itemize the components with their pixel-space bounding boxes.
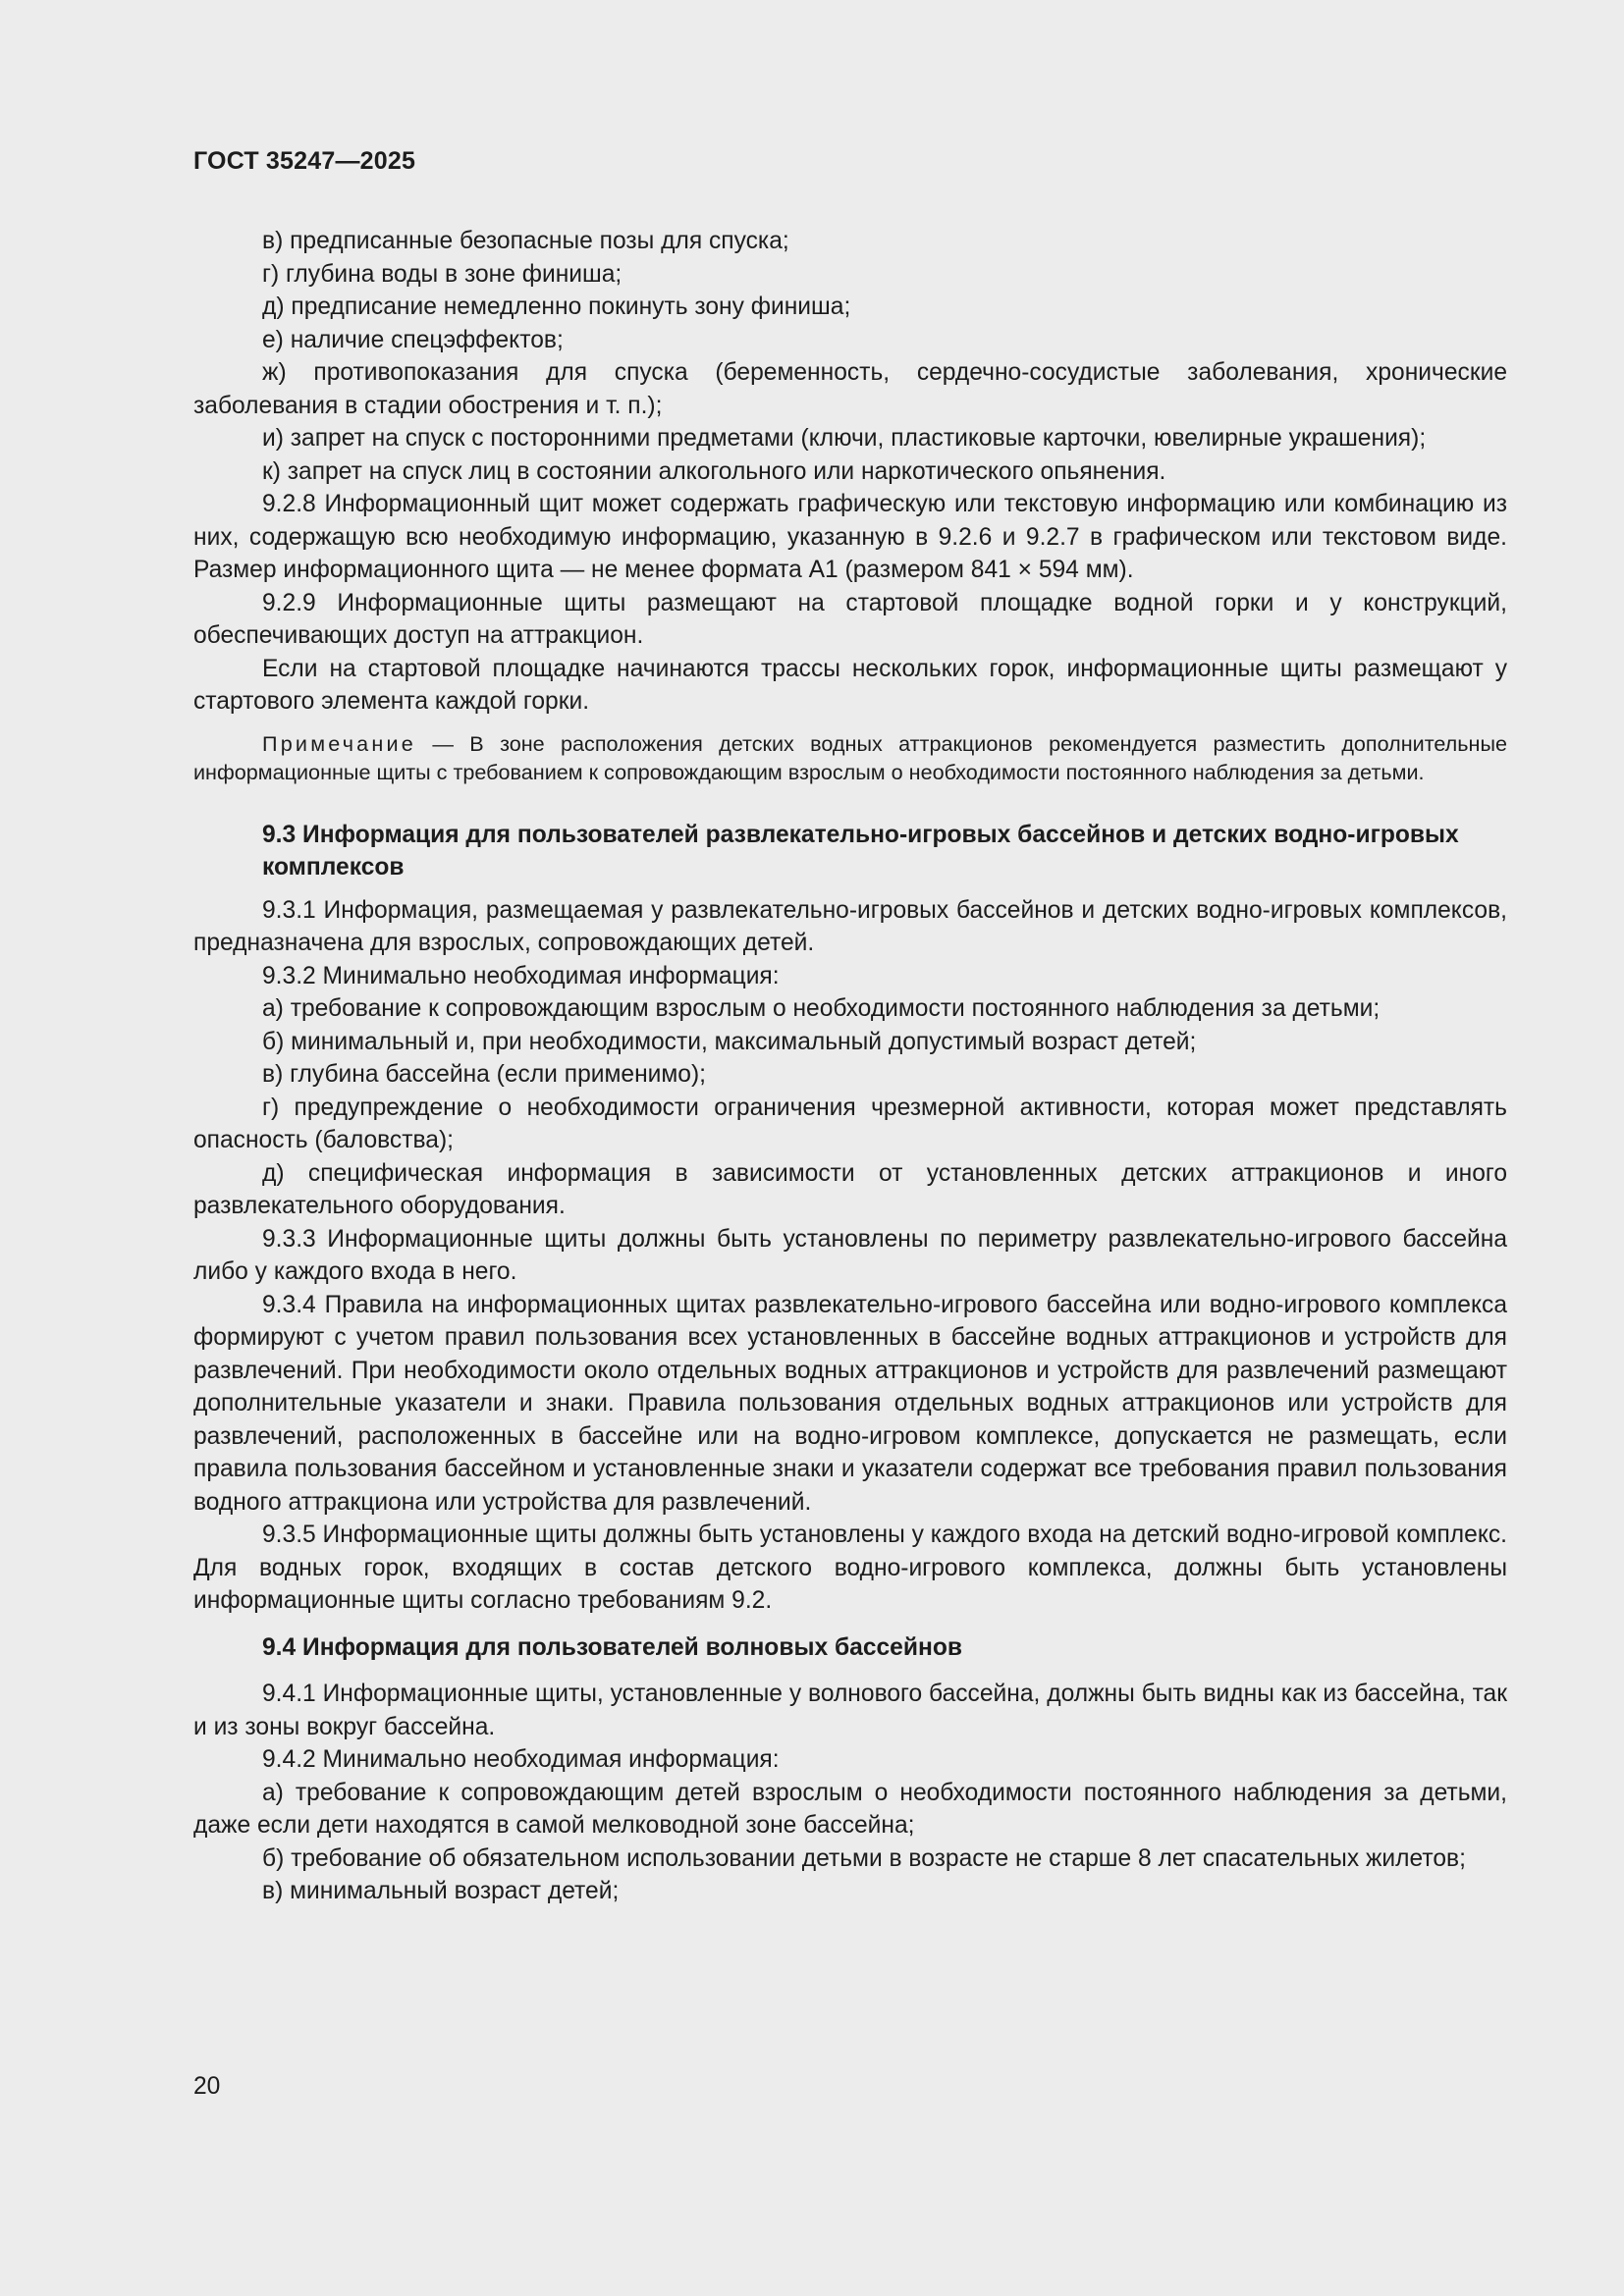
clause-9-3-2: 9.3.2 Минимально необходимая информация:: [262, 962, 780, 989]
clause-9-2-9-continued: Если на стартовой площадке начинаются трассы нескольких горок, информационные щиты размещают у стартового элемента каждой горки.: [193, 655, 1507, 715]
list-item-b: б) требование об обязательном использовании детьми в возрасте не старше 8 лет спасательных жилетов;: [262, 1844, 1466, 1872]
clause-9-3-5: 9.3.5 Информационные щиты должны быть установлены у каждого входа на детский водно-игровой комплекс. Для водных горок, входящих в состав детского водно-игрового комплекса, должны быть установлены информационные щиты согласно требованиям 9.2.: [193, 1522, 1507, 1614]
document-body: [193, 225, 1507, 1908]
note: [193, 729, 1507, 786]
note-text: — В зоне расположения детских водных аттракционов рекомендуется разместить дополнительные информационные щиты с требованием к сопровождающим взрослым о необходимости постоянного наблюдения за детьми.: [193, 730, 1507, 784]
list-item-v: в) предписанные безопасные позы для спуска;: [262, 228, 789, 254]
section-heading-9-3: 9.3 Информация для пользователей развлекательно-игровых бассейнов и детских водно-игровых комплексов: [262, 821, 1459, 881]
list-item-a: а) требование к сопровождающим детей взрослым о необходимости постоянного наблюдения за детьми, даже если дети находятся в самой мелководной зоне бассейна;: [193, 1779, 1507, 1839]
list-item-d: д) предписание немедленно покинуть зону финиша;: [262, 294, 851, 320]
clause-9-2-8: 9.2.8 Информационный щит может содержать графическую или текстовую информацию или комбинацию из них, содержащую всю необходимую информацию, указанную в 9.2.6 и 9.2.7 в графическом или текстовом виде. Размер информационного щита — не менее формата А1 (размером 841 × 594 мм).: [193, 491, 1507, 583]
page-number: 20: [193, 2073, 221, 2100]
document-header: ГОСТ 35247—2025: [193, 147, 416, 175]
list-item-k: к) запрет на спуск лиц в состоянии алкогольного или наркотического опьянения.: [262, 457, 1166, 485]
list-item-e: е) наличие спецэффектов;: [262, 326, 564, 353]
note-label: Примечание: [262, 730, 416, 756]
list-item-v: в) минимальный возраст детей;: [262, 1878, 620, 1904]
clause-9-3-1: 9.3.1 Информация, размещаемая у развлекательно-игровых бассейнов и детских водно-игровых комплексов, предназначена для взрослых, сопровождающих детей.: [193, 896, 1507, 956]
list-item-a: а) требование к сопровождающим взрослым о необходимости постоянного наблюдения за детьми;: [262, 995, 1380, 1022]
clause-9-3-4: 9.3.4 Правила на информационных щитах развлекательно-игрового бассейна или водно-игрового комплекса формируют с учетом правил пользования всех установленных в бассейне водных аттракционов и устройств для развлечений. При необходимости около отдельных водных аттракционов и устройств для развлечений размещают дополнительные указатели и знаки. Правила пользования отдельных водных аттракционов или устройств для развлечений, расположенных в бассейне или на водно-игровом комплексе, допускается не размещать, если правила пользования бассейном и установленные знаки и указатели содержат все требования правил пользования водного аттракциона или устройства для развлечений.: [193, 1291, 1507, 1516]
list-item-v: в) глубина бассейна (если применимо);: [262, 1061, 706, 1088]
list-item-i: и) запрет на спуск с посторонними предметами (ключи, пластиковые карточки, ювелирные украшения);: [262, 425, 1427, 452]
clause-9-4-2: 9.4.2 Минимально необходимая информация:: [262, 1746, 780, 1773]
list-item-g: г) предупреждение о необходимости ограничения чрезмерной активности, которая может представлять опасность (баловства);: [193, 1094, 1507, 1153]
list-item-b: б) минимальный и, при необходимости, максимальный допустимый возраст детей;: [262, 1028, 1197, 1055]
clause-9-4-1: 9.4.1 Информационные щиты, установленные у волнового бассейна, должны быть видны как из бассейна, так и из зоны вокруг бассейна.: [193, 1681, 1507, 1740]
list-item-g: г) глубина воды в зоне финиша;: [262, 260, 623, 288]
section-heading-9-4: 9.4 Информация для пользователей волновых бассейнов: [262, 1633, 962, 1661]
list-item-zh: ж) противопоказания для спуска (беременность, сердечно-сосудистые заболевания, хронические заболевания в стадии обострения и т. п.);: [193, 359, 1507, 419]
list-item-d: д) специфическая информация в зависимости от установленных детских аттракционов и иного развлекательного оборудования.: [193, 1159, 1507, 1219]
clause-9-3-3: 9.3.3 Информационные щиты должны быть установлены по периметру развлекательно-игрового бассейна либо у каждого входа в него.: [193, 1225, 1507, 1285]
clause-9-2-9: 9.2.9 Информационные щиты размещают на стартовой площадке водной горки и у конструкций, обеспечивающих доступ на аттракцион.: [193, 589, 1507, 649]
